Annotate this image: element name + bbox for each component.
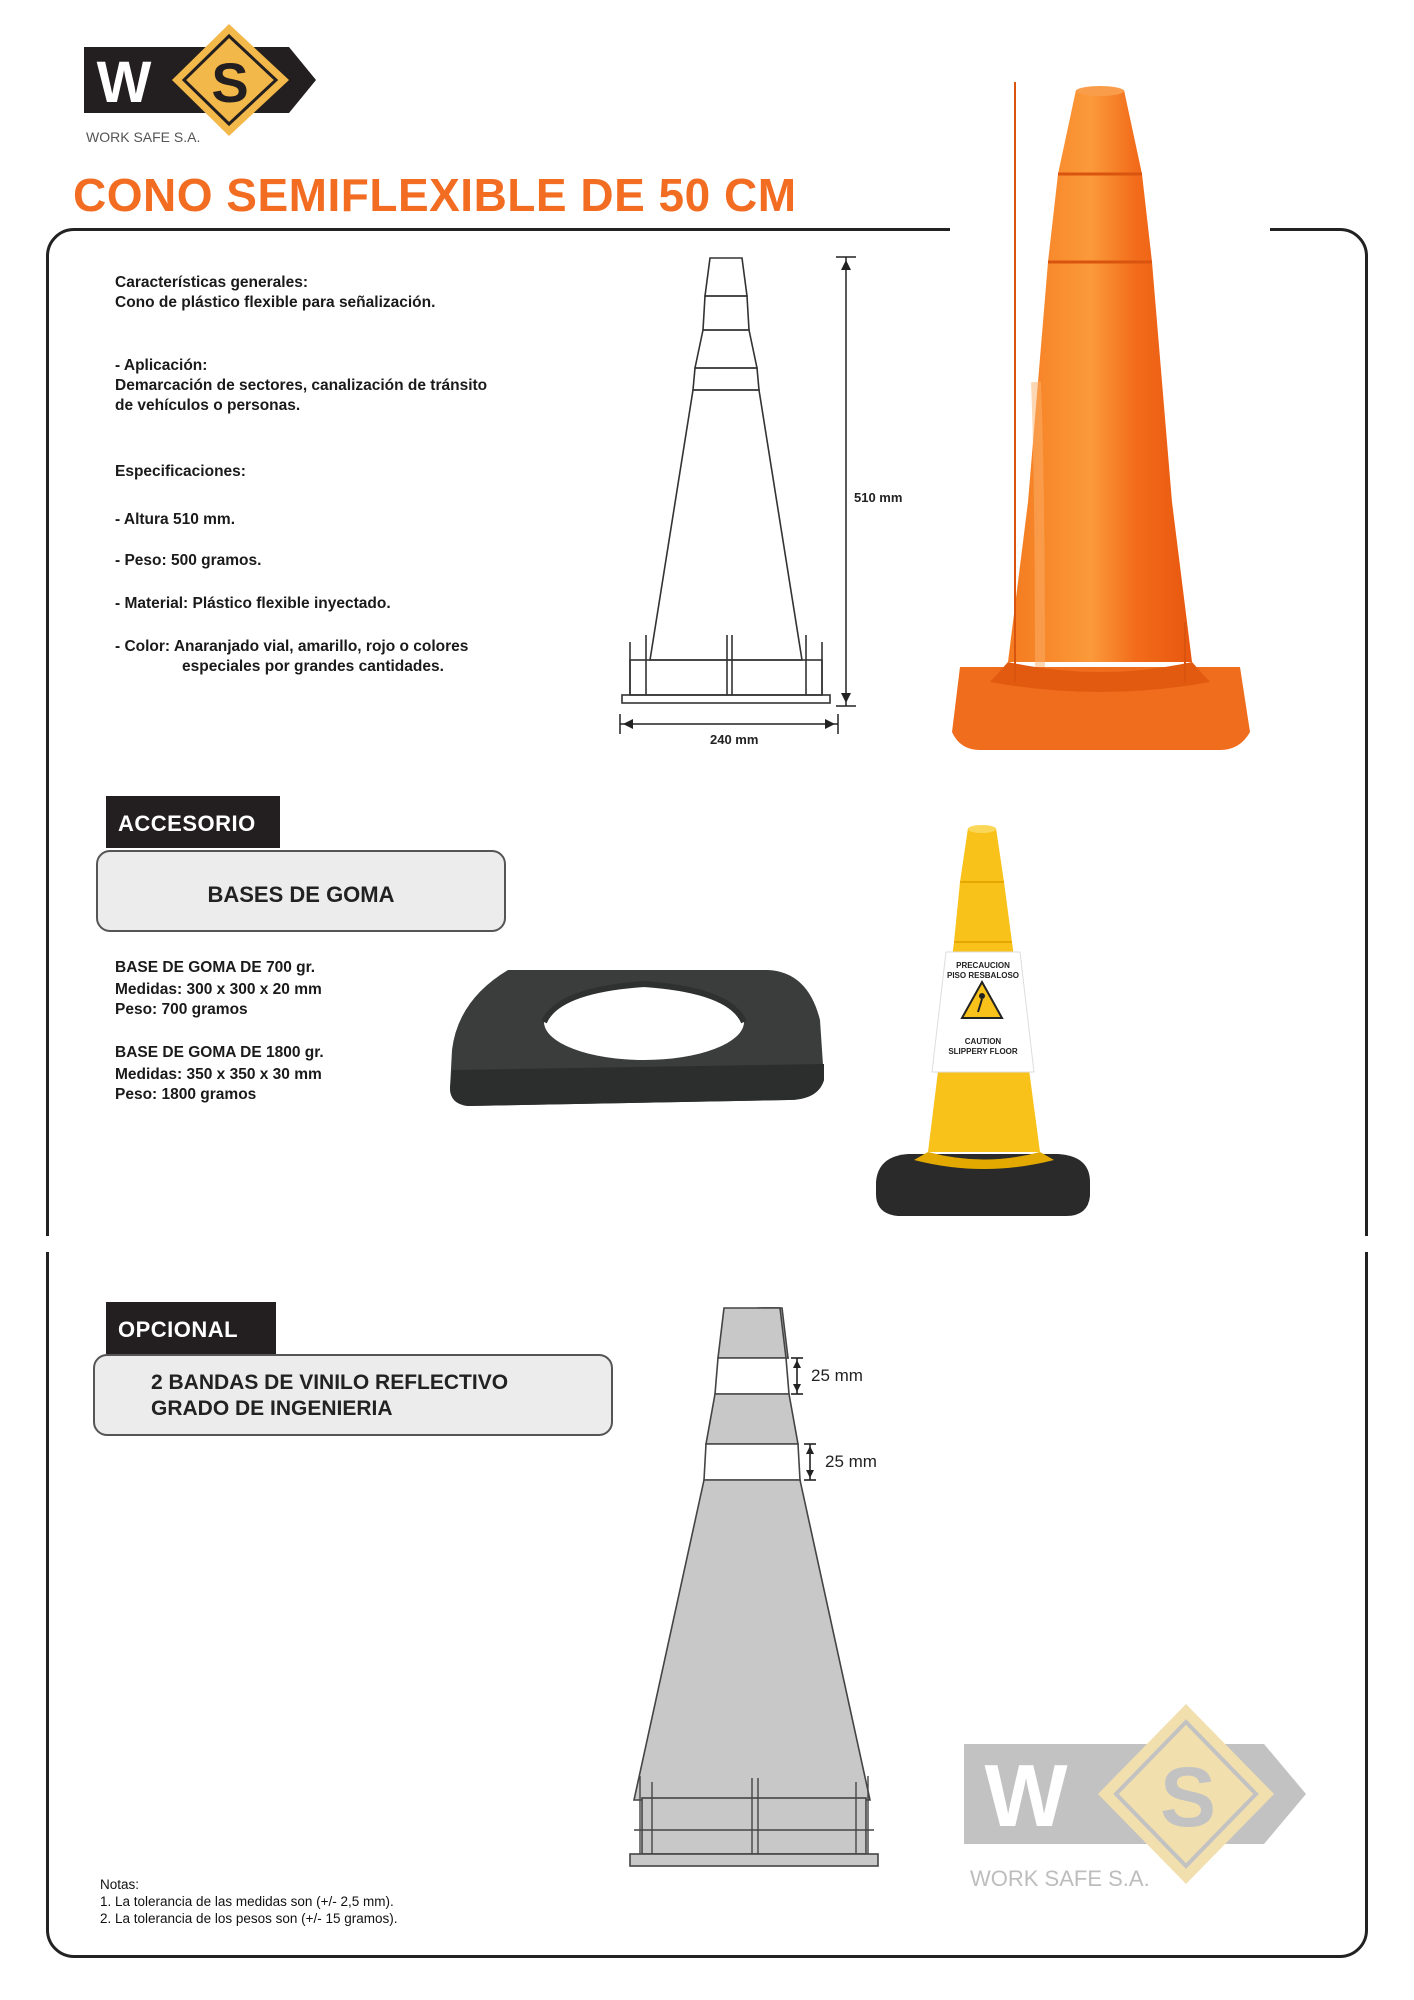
notes-heading: Notas: (100, 1877, 140, 1892)
spec-color-line1: - Color: Anaranjado vial, amarillo, rojo o colores (115, 638, 469, 655)
height-dimension-label: 510 mm (854, 490, 903, 505)
page-title: CONO SEMIFLEXIBLE DE 50 CM (73, 169, 797, 221)
optional-section-label: OPCIONAL (106, 1302, 276, 1354)
base2-title: BASE DE GOMA DE 1800 gr. (115, 1044, 324, 1061)
frame-divider-left (30, 1236, 70, 1252)
spec-material: - Material: Plástico flexible inyectado. (115, 595, 391, 612)
application-heading: - Aplicación: (115, 357, 208, 374)
orange-cone-image (940, 82, 1260, 762)
watermark-letter-s: S (1159, 1750, 1217, 1844)
yellow-cone-label-line1: PRECAUCION (956, 961, 1010, 970)
yellow-cone-with-base-image (868, 822, 1098, 1222)
watermark-letter-w: W (984, 1746, 1068, 1845)
application-line2: de vehículos o personas. (115, 397, 301, 414)
note-2: 2. La tolerancia de los pesos son (+/- 15 gramos). (100, 1911, 398, 1926)
base1-weight: Peso: 700 gramos (115, 1001, 248, 1018)
base2-dimensions: Medidas: 350 x 350 x 30 mm (115, 1066, 322, 1083)
logo-letter-w: W (96, 50, 152, 115)
general-heading: Características generales: (115, 274, 309, 291)
base1-title: BASE DE GOMA DE 700 gr. (115, 959, 316, 976)
logo-company-name: WORK SAFE S.A. (86, 129, 201, 145)
accessory-box-label: BASES DE GOMA (207, 882, 395, 907)
watermark-company-name: WORK SAFE S.A. (970, 1866, 1150, 1891)
frame-divider-right (1350, 1236, 1390, 1252)
base1-dimensions: Medidas: 300 x 300 x 20 mm (115, 981, 322, 998)
yellow-cone-label-line3: CAUTION (964, 1037, 1002, 1046)
application-line1: Demarcación de sectores, canalización de tránsito (115, 377, 488, 394)
note-1: 1. La tolerancia de las medidas son (+/- 2,5 mm). (100, 1894, 394, 1909)
general-desc: Cono de plástico flexible para señalización. (115, 294, 436, 311)
band2-dimension-label: 25 mm (825, 1452, 877, 1471)
band1-dimension-label: 25 mm (811, 1366, 863, 1385)
yellow-cone-label-line4: SLIPPERY FLOOR (948, 1047, 1018, 1056)
accessory-box (96, 850, 506, 932)
rubber-base-image (448, 960, 828, 1110)
watermark-logo (964, 1700, 1324, 1900)
company-logo (84, 22, 320, 152)
reflective-band-cone-drawing (612, 1300, 912, 1890)
spec-heading: Especificaciones: (115, 463, 246, 480)
accessory-section-label: ACCESORIO (106, 796, 280, 848)
optional-box-line1: 2 BANDAS DE VINILO REFLECTIVO (151, 1371, 509, 1394)
yellow-cone-label-line2: PISO RESBALOSO (946, 971, 1020, 980)
optional-box (93, 1354, 613, 1436)
width-dimension-label: 240 mm (710, 732, 759, 747)
logo-letter-s: S (211, 51, 249, 114)
spec-color-line2: especiales por grandes cantidades. (182, 658, 444, 675)
optional-box-line2: GRADO DE INGENIERIA (151, 1397, 393, 1420)
spec-weight: - Peso: 500 gramos. (115, 552, 262, 569)
spec-height: - Altura 510 mm. (115, 511, 236, 528)
base2-weight: Peso: 1800 gramos (115, 1086, 257, 1103)
